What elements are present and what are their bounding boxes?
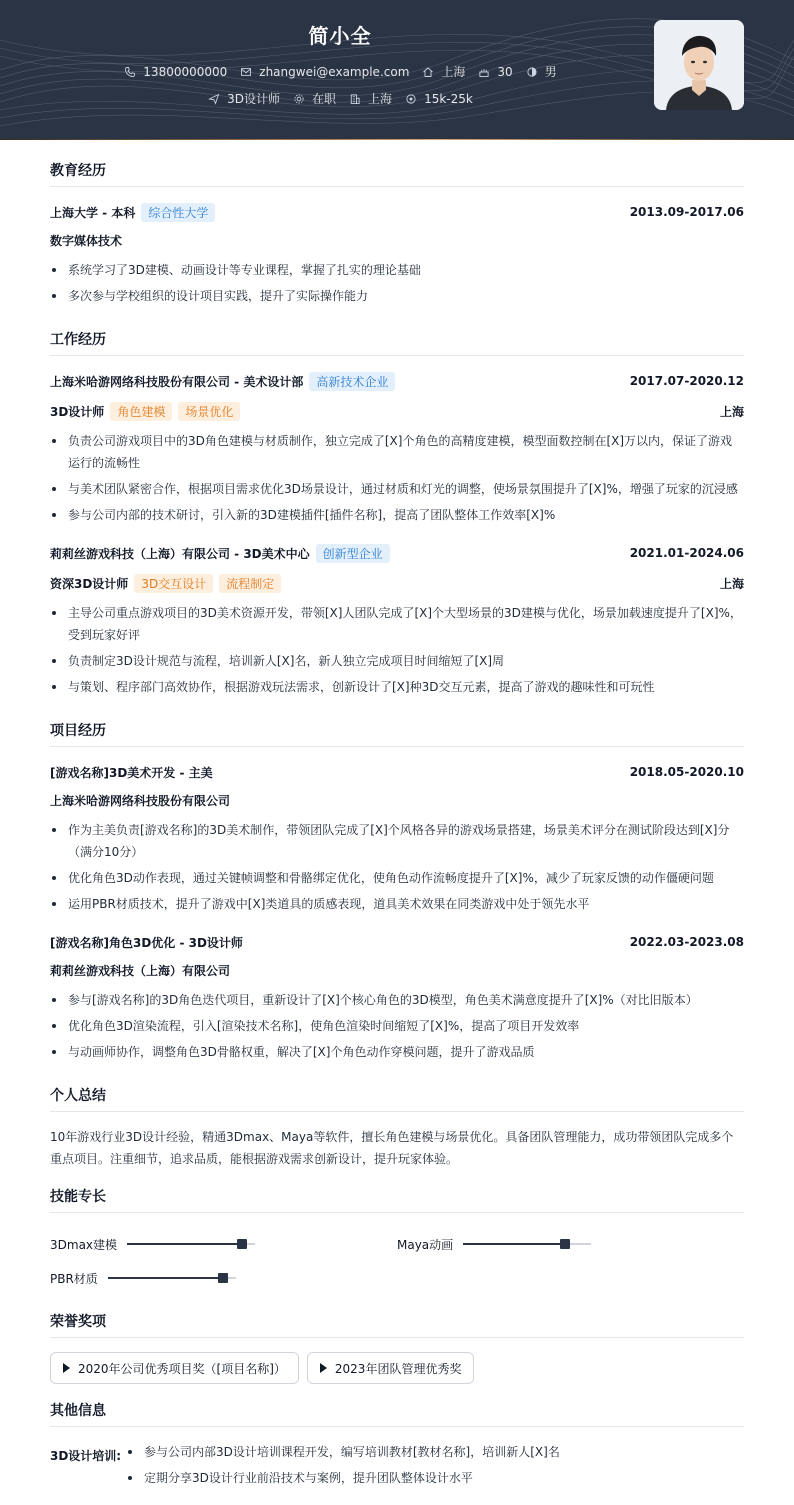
gender-icon [525, 65, 539, 79]
project-bullets [50, 819, 744, 915]
cake-icon [477, 65, 491, 79]
age-text: 30 [497, 64, 513, 79]
play-icon [63, 1363, 70, 1373]
resume-body [50, 160, 744, 1493]
list-item: 运用PBR材质技术，提升了游戏中[X]类道具的质感表现，道具美术效果在同类游戏中处于领先水平 [50, 893, 744, 915]
skill-label: 3Dmax建模 [50, 1237, 118, 1252]
skill-knob [237, 1239, 247, 1249]
avatar [654, 20, 744, 110]
skill-knob [218, 1273, 228, 1283]
gender-text: 男 [544, 65, 557, 79]
award-item [307, 1352, 475, 1384]
contact-info-row [0, 63, 680, 80]
skill-tag: 角色建模 [110, 402, 172, 421]
job-role: 3D设计师 [50, 404, 105, 419]
gender-item [525, 63, 557, 80]
status-text: 在职 [312, 92, 337, 106]
work-bullets [50, 430, 744, 526]
project-bullets [50, 989, 744, 1063]
header-accent-bar [0, 139, 794, 140]
summary-text: 10年游戏行业3D设计经验，精通3Dmax、Maya等软件，擅长角色建模与场景优化。具备团队管理能力，成功带领团队完成多个重点项目。注重细节，追求品质，能根据游戏需求创新设计，提升玩家体验。 [50, 1130, 734, 1166]
award-label: 2023年团队管理优秀奖 [334, 1361, 462, 1376]
award-label: 2020年公司优秀项目奖（[项目名称]） [78, 1361, 286, 1376]
section-title-projects: 项目经历 [50, 720, 744, 747]
project-title: [游戏名称]3D美术开发 - 主美 [50, 765, 213, 780]
section-title-other: 其他信息 [50, 1400, 744, 1427]
project-entry [50, 761, 744, 915]
list-item: 负责制定3D设计规范与流程，培训新人[X]名，新人独立完成项目时间缩短了[X]周 [50, 650, 744, 672]
project-title: [游戏名称]角色3D优化 - 3D设计师 [50, 935, 243, 950]
skill-tag: 场景优化 [178, 402, 240, 421]
list-item: 系统学习了3D建模、动画设计等专业课程，掌握了扎实的理论基础 [50, 259, 744, 281]
skill-fill [463, 1243, 565, 1245]
major-name: 数字媒体技术 [50, 234, 123, 248]
email-text: zhangwei@example.com [259, 64, 410, 79]
other-info [50, 1441, 744, 1493]
skill-tag: 流程制定 [219, 574, 281, 593]
skill-bar [463, 1243, 591, 1245]
position-item [207, 90, 280, 107]
work-entry [50, 370, 744, 526]
school-name: 上海大学 - 本科 [50, 205, 136, 220]
work-entry [50, 542, 744, 698]
project-date: 2022.03-2023.08 [629, 935, 744, 949]
skill-item [50, 1261, 397, 1295]
salary-item [404, 92, 473, 106]
skill-tag: 3D交互设计 [134, 574, 213, 593]
section-title-work: 工作经历 [50, 329, 744, 356]
company-name: 上海米哈游网络科技股份有限公司 - 美术设计部 [50, 374, 304, 389]
list-item: 作为主美负责[游戏名称]的3D美术制作，带领团队完成了[X]个风格各异的游戏场景搭建，场景美术评分在测试阶段达到[X]分（满分10分） [50, 819, 744, 863]
resume-header [0, 0, 794, 140]
list-item: 优化角色3D动作表现，通过关键帧调整和骨骼绑定优化，使角色动作流畅度提升了[X]%，减少了玩家反馈的动作僵硬问题 [50, 867, 744, 889]
education-bullets [50, 259, 744, 307]
status-item [292, 90, 336, 107]
phone-item [123, 65, 227, 79]
list-item: 主导公司重点游戏项目的3D美术资源开发，带领[X]人团队完成了[X]个大型场景的3D建模与优化，场景加载速度提升了[X]%，受到玩家好评 [50, 602, 744, 646]
skill-item [397, 1227, 744, 1261]
awards-list [50, 1352, 744, 1384]
skill-fill [127, 1243, 242, 1245]
list-item: 多次参与学校组织的设计项目实践，提升了实际操作能力 [50, 285, 744, 307]
job-intent-row [0, 90, 680, 107]
home-icon [421, 65, 435, 79]
work-location: 上海 [719, 576, 744, 591]
list-item: 与动画师协作，调整角色3D骨骼权重，解决了[X]个角色动作穿模问题，提升了游戏品质 [50, 1041, 744, 1063]
city-text: 上海 [441, 65, 466, 79]
project-company: 上海米哈游网络科技股份有限公司 [50, 794, 231, 808]
gear-icon [292, 92, 306, 106]
company-name: 莉莉丝游戏科技（上海）有限公司 - 3D美术中心 [50, 546, 310, 561]
skill-item [50, 1227, 397, 1261]
city-item [421, 63, 465, 80]
salary-text: 15k-25k [424, 91, 473, 106]
list-item: 负责公司游戏项目中的3D角色建模与材质制作，独立完成了[X]个角色的高精度建模，模型面数控制在[X]万以内，保证了游戏运行的流畅性 [50, 430, 744, 474]
skill-label: Maya动画 [397, 1237, 454, 1252]
skill-knob [560, 1239, 570, 1249]
company-tag: 高新技术企业 [309, 372, 395, 391]
education-date: 2013.09-2017.06 [629, 205, 744, 219]
skill-bar [108, 1277, 236, 1279]
project-date: 2018.05-2020.10 [629, 765, 744, 779]
work-bullets [50, 602, 744, 698]
project-entry [50, 931, 744, 1063]
list-item: 参与[游戏名称]的3D角色迭代项目，重新设计了[X]个核心角色的3D模型，角色美术满意度提升了[X]%（对比旧版本） [50, 989, 744, 1011]
list-item: 定期分享3D设计行业前沿技术与案例，提升团队整体设计水平 [126, 1467, 744, 1489]
age-item [477, 65, 512, 79]
section-title-summary: 个人总结 [50, 1085, 744, 1112]
list-item: 参与公司内部3D设计培训课程开发，编写培训教材[教材名称]，培训新人[X]名 [126, 1441, 744, 1463]
skill-label: PBR材质 [50, 1271, 98, 1286]
school-tag: 综合性大学 [141, 203, 215, 222]
coin-icon [404, 92, 418, 106]
list-item: 与美术团队紧密合作，根据项目需求优化3D场景设计，通过材质和灯光的调整，使场景氛围提升了[X]%，增强了玩家的沉浸感 [50, 478, 744, 500]
position-text: 3D设计师 [227, 92, 281, 106]
send-icon [207, 92, 221, 106]
building-icon [348, 92, 362, 106]
project-company: 莉莉丝游戏科技（上海）有限公司 [50, 964, 231, 978]
skill-fill [108, 1277, 223, 1279]
target-city-item [348, 90, 392, 107]
email-item [239, 65, 409, 79]
section-title-skills: 技能专长 [50, 1186, 744, 1213]
work-date: 2021.01-2024.06 [629, 546, 744, 560]
phone-icon [123, 65, 137, 79]
list-item: 与策划、程序部门高效协作，根据游戏玩法需求，创新设计了[X]种3D交互元素，提高了游戏的趣味性和可玩性 [50, 676, 744, 698]
company-tag: 创新型企业 [316, 544, 390, 563]
target-city-text: 上海 [368, 92, 393, 106]
section-title-awards: 荣誉奖项 [50, 1311, 744, 1338]
other-label: 3D设计培训: [50, 1449, 122, 1463]
work-date: 2017.07-2020.12 [629, 374, 744, 388]
work-location: 上海 [719, 404, 744, 419]
list-item: 参与公司内部的技术研讨，引入新的3D建模插件[插件名称]，提高了团队整体工作效率[X]% [50, 504, 744, 526]
list-item: 优化角色3D渲染流程，引入[渲染技术名称]，使角色渲染时间缩短了[X]%，提高了项目开发效率 [50, 1015, 744, 1037]
skills-list [50, 1227, 744, 1295]
skill-bar [127, 1243, 255, 1245]
job-role: 资深3D设计师 [50, 576, 129, 591]
play-icon [320, 1363, 327, 1373]
other-bullets [126, 1441, 744, 1493]
phone-text: 13800000000 [143, 64, 228, 79]
candidate-name: 简小全 [308, 24, 372, 48]
mail-icon [239, 65, 253, 79]
education-entry [50, 201, 744, 307]
section-title-education: 教育经历 [50, 160, 744, 187]
award-item [50, 1352, 299, 1384]
